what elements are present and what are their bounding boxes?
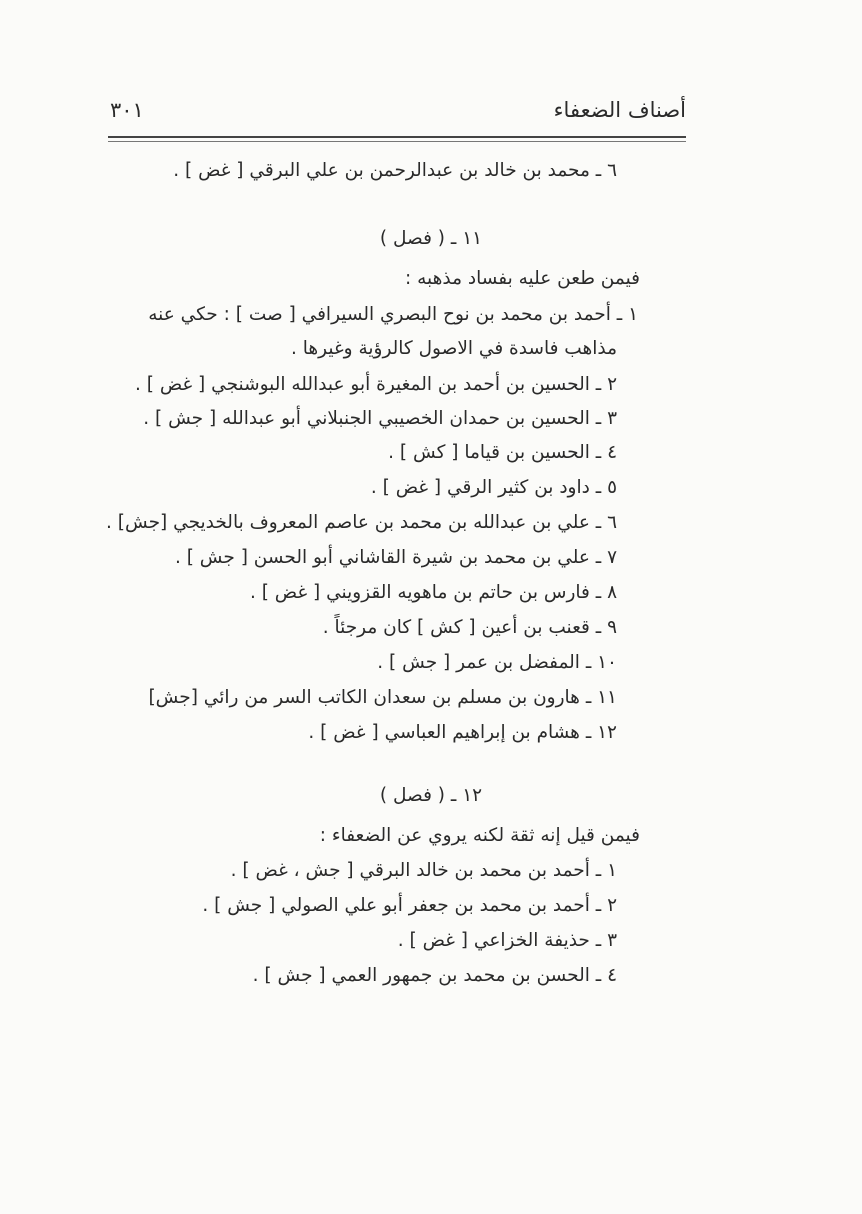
entry-line: ٣ ـ الحسين بن حمدان الخصيبي الجنبلاني أبو عبدالله [ جش ] .: [143, 408, 617, 429]
entry-line: ٦ ـ علي بن عبدالله بن محمد بن عاصم المعروف بالخديجي [جش] .: [106, 512, 617, 533]
entry-line: ٧ ـ علي بن محمد بن شيرة القاشاني أبو الحسن [ جش ] .: [174, 547, 617, 568]
header-rule-secondary: [108, 141, 686, 142]
section-heading: ١٢ ـ ( فصل ): [379, 785, 483, 806]
entry-line: ٥ ـ داود بن كثير الرقي [ غض ] .: [370, 477, 617, 498]
running-header: [110, 98, 686, 132]
entry-line: ٣ ـ حذيفة الخزاعي [ غض ] .: [397, 930, 617, 951]
entry-line: ١٢ ـ هشام بن إبراهيم العباسي [ غض ] .: [308, 722, 617, 743]
entry-line: ١١ ـ هارون بن مسلم بن سعدان الكاتب السر من رائي [جش]: [148, 687, 617, 708]
page-number: ٣٠١: [110, 98, 144, 122]
entry-line: ٦ ـ محمد بن خالد بن عبدالرحمن بن علي البرقي [ غض ] .: [173, 160, 617, 181]
header-rule: [108, 136, 686, 138]
entry-line: ١٠ ـ المفضل بن عمر [ جش ] .: [377, 652, 617, 673]
entry-line: ٢ ـ الحسين بن أحمد بن المغيرة أبو عبدالله البوشنجي [ غض ] .: [134, 374, 617, 395]
entry-line: ٩ ـ قعنب بن أعين [ كش ] كان مرجئاً .: [322, 617, 617, 638]
entry-line: ٢ ـ أحمد بن محمد بن جعفر أبو علي الصولي [ جش ] .: [202, 895, 617, 916]
entry-line: ١ ـ أحمد بن محمد بن خالد البرقي [ جش ، غض ] .: [230, 860, 617, 881]
entry-line: ٨ ـ فارس بن حاتم بن ماهويه القزويني [ غض ] .: [249, 582, 617, 603]
section-intro: فيمن طعن عليه بفساد مذهبه :: [405, 268, 640, 289]
entry-line: ٤ ـ الحسن بن محمد بن جمهور العمي [ جش ] .: [252, 965, 617, 986]
entry-continuation: مذاهب فاسدة في الاصول كالرؤية وغيرها .: [291, 338, 617, 359]
section-heading: ١١ ـ ( فصل ): [379, 228, 483, 249]
entry-line: ٤ ـ الحسين بن قياما [ كش ] .: [388, 442, 617, 463]
section-intro: فيمن قيل إنه ثقة لكنه يروي عن الضعفاء :: [319, 825, 640, 846]
header-title: أصناف الضعفاء: [553, 98, 686, 122]
entry-line: ١ ـ أحمد بن محمد بن نوح البصري السيرافي [ صت ] : حكي عنه: [148, 304, 638, 325]
